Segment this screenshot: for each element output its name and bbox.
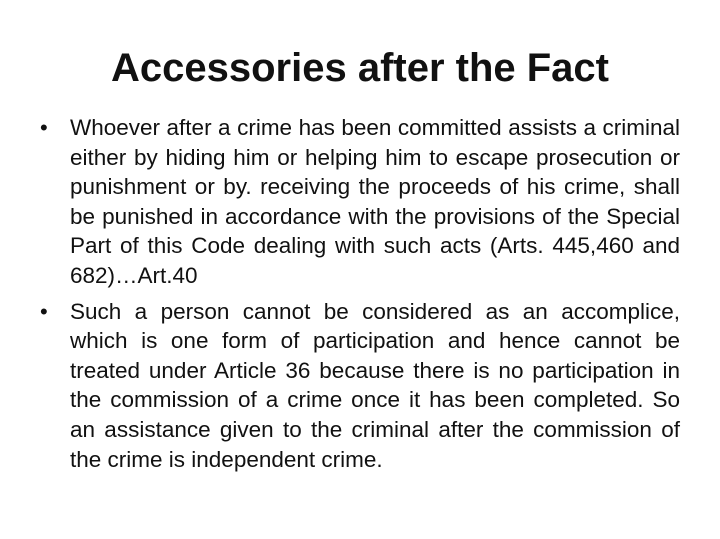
bullet-text: Such a person cannot be considered as an accomplice, which is one form of participation and hence cannot be treated under Article 36 because there is no participation in the commission of a crime once it has been completed. So an assistance given to the criminal after the commission of the crime is independent crime. bbox=[70, 298, 680, 472]
bullet-list bbox=[40, 113, 680, 474]
bullet-dot-icon: • bbox=[40, 115, 48, 140]
bullet-item bbox=[40, 297, 680, 475]
bullet-text: Whoever after a crime has been committed assists a criminal either by hiding him or helping him to escape prosecution or punishment or by. receiving the proceeds of his crime, shall be punished in accordance with the provisions of the Special Part of this Code dealing with such acts (Arts. 445,460 and 682)…Art.40 bbox=[70, 115, 680, 288]
slide-title: Accessories after the Fact bbox=[110, 46, 609, 90]
bullet-item bbox=[40, 113, 680, 291]
bullet-dot-icon: • bbox=[40, 298, 48, 324]
